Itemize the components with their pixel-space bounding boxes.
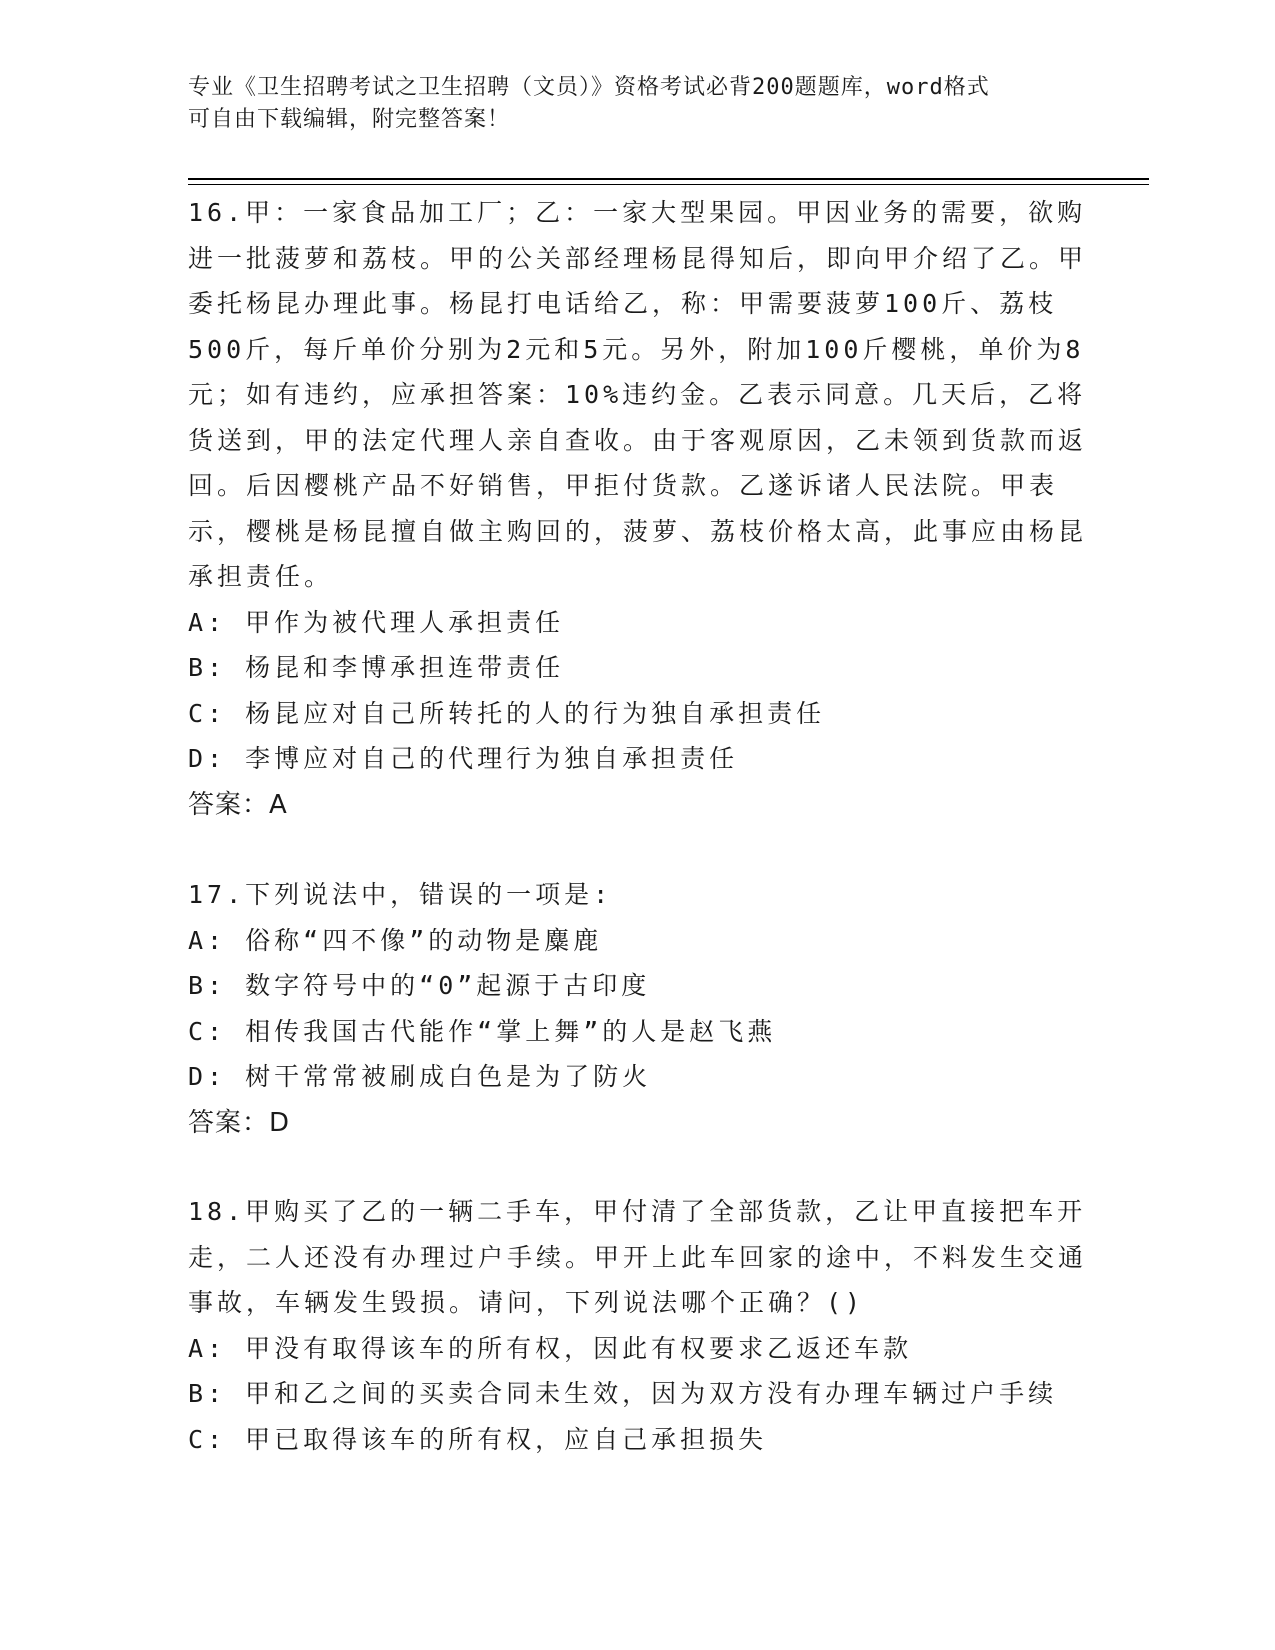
header-divider-thick xyxy=(188,178,1149,180)
answer-line: 答案：D xyxy=(188,1107,291,1138)
question-stem: 17.下列说法中，错误的一项是: xyxy=(188,880,613,909)
header-line-1: 专业《卫生招聘考试之卫生招聘（文员）》资格考试必背200题题库，word格式 xyxy=(188,75,990,100)
option-c: C: 相传我国古代能作“掌上舞”的人是赵飞燕 xyxy=(188,1016,777,1046)
question-stem: 18.甲购买了乙的一辆二手车，甲付清了全部货款，乙让甲直接把车开走，二人还没有办理过户手续。甲开上此车回家的途中，不料发生交通事故，车辆发生毁损。请问，下列说法哪个正确？() xyxy=(188,1197,1088,1317)
option-b: B: 数字符号中的“0”起源于古印度 xyxy=(188,971,651,1000)
document-header xyxy=(188,72,1068,136)
option-d: D: 李博应对自己的代理行为独自承担责任 xyxy=(188,744,739,773)
option-a: A: 甲作为被代理人承担责任 xyxy=(188,607,565,637)
question-16 xyxy=(188,190,1088,828)
option-d: D: 树干常常被刷成白色是为了防火 xyxy=(188,1062,652,1091)
header-divider-thin xyxy=(188,184,1149,185)
question-18 xyxy=(188,1189,1088,1462)
question-17 xyxy=(188,872,1088,1146)
question-stem: 16.甲：一家食品加工厂；乙：一家大型果园。甲因业务的需要，欲购进一批菠萝和荔枝。甲的公关部经理杨昆得知后，即向甲介绍了乙。甲委托杨昆办理此事。杨昆打电话给乙，称：甲需要菠萝100斤、荔枝500斤，每斤单价分别为2元和5元。另外，附加100斤樱桃，单价为8元；如有违约，应承担答案：10%违约金。乙表示同意。几天后，乙将货送到，甲的法定代理人亲自查收。由于客观原因，乙未领到货款而返回。后因樱桃产品不好销售，甲拒付货款。乙遂诉诸人民法院。甲表示，樱桃是杨昆擅自做主购回的，菠萝、荔枝价格太高，此事应由杨昆承担责任。 xyxy=(188,198,1088,591)
answer-line: 答案：A xyxy=(188,789,288,820)
option-c: C: 甲已取得该车的所有权，应自己承担损失 xyxy=(188,1424,768,1454)
option-a: A: 俗称“四不像”的动物是麋鹿 xyxy=(188,925,603,955)
option-a: A: 甲没有取得该车的所有权，因此有权要求乙返还车款 xyxy=(188,1333,913,1363)
header-line-2: 可自由下载编辑，附完整答案！ xyxy=(188,107,511,132)
option-c: C: 杨昆应对自己所转托的人的行为独自承担责任 xyxy=(188,698,826,728)
option-b: B: 甲和乙之间的买卖合同未生效，因为双方没有办理车辆过户手续 xyxy=(188,1379,1058,1408)
option-b: B: 杨昆和李博承担连带责任 xyxy=(188,653,565,682)
